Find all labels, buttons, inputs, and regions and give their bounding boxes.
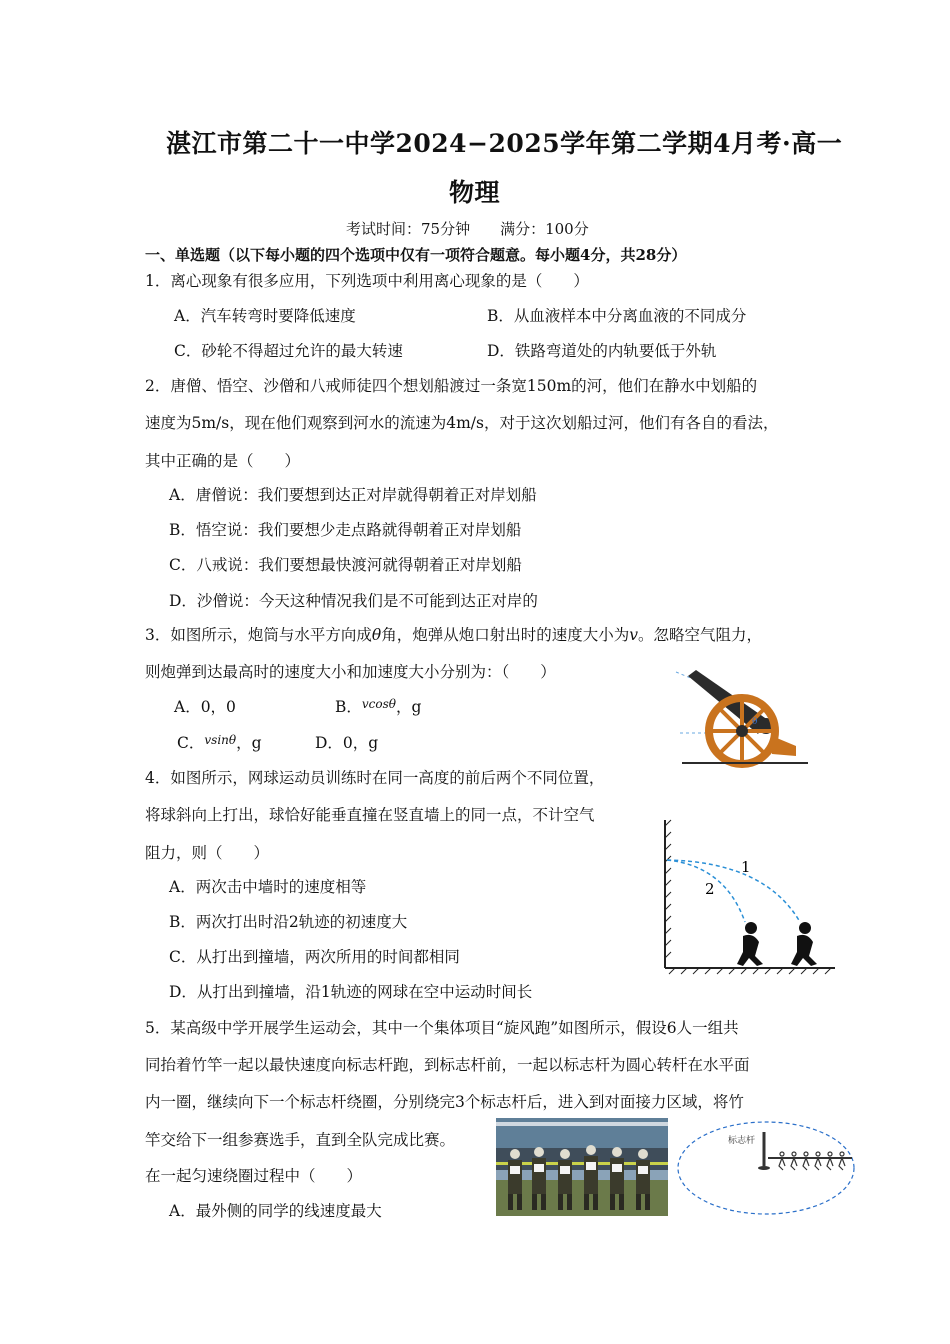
q5-stem-line2: 同抬着竹竿一起以最快速度向标志杆跑，到标志杆前，一起以标志杆为圆心转杆在水平面: [145, 1056, 750, 1074]
section-heading: 一、单选题（以下每小题的四个选项中仅有一项符合题意。每小题4分，共28分）: [145, 246, 687, 264]
q2-option-c: C．八戒说：我们要想最快渡河就得朝着正对岸划船: [169, 556, 522, 574]
player-far: [791, 922, 817, 966]
q2-option-a: A．唐僧说：我们要想到达正对岸就得朝着正对岸划船: [169, 486, 537, 504]
q4-option-c: C．从打出到撞墙，两次所用的时间都相同: [169, 948, 460, 966]
pole-label: 标志杆: [728, 1136, 756, 1146]
q5-option-a: A．最外侧的同学的线速度最大: [169, 1202, 382, 1220]
q2-option-b: B．悟空说：我们要想少走点路就得朝着正对岸划船: [169, 521, 522, 539]
q3-option-b-tail: ，g: [396, 698, 422, 716]
q1-option-c: C．砂轮不得超过允许的最大转速: [174, 342, 403, 360]
q1-option-a: A．汽车转弯时要降低速度: [174, 307, 356, 325]
cannon-angle-mark: θ: [752, 717, 758, 727]
trajectory-1: [667, 860, 800, 922]
q3-option-c-tail: ，g: [236, 734, 262, 752]
q2-stem-line3: 其中正确的是（ ）: [145, 452, 301, 470]
q3-text-post: 角，炮弹从炮口射出时的速度大小为: [381, 626, 630, 644]
q5-stem-line1: 5．某高级中学开展学生运动会，其中一个集体项目“旋风跑”如图所示，假设6人一组共: [145, 1019, 739, 1037]
q2-stem-line2: 速度为5m/s，现在他们观察到河水的流速为4m/s，对于这次划船过河，他们有各自的看法，: [145, 414, 779, 432]
q4-stem-line2: 将球斜向上打出，球恰好能垂直撞在竖直墙上的同一点，不计空气: [145, 806, 595, 824]
q3-stem-line2: 则炮弹到达最高时的速度大小和加速度大小分别为：（ ）: [145, 663, 556, 681]
trajectory-label-1: 1: [741, 858, 751, 876]
q2-stem-line1: 2．唐僧、悟空、沙僧和八戒师徒四个想划船渡过一条宽150m的河，他们在静水中划船的: [145, 377, 758, 395]
q3-option-c: [177, 731, 262, 753]
q1-option-d: D．铁路弯道处的内轨要低于外轨: [487, 342, 717, 360]
runners: [779, 1152, 845, 1170]
page-subtitle: 物理: [449, 178, 501, 207]
player-near: [737, 922, 763, 966]
q3-option-b-expr: vcosθ: [361, 697, 396, 711]
q5-stem-line3: 内一圈，继续向下一个标志杆绕圈，分别绕完3个标志杆后，进入到对面接力区域，将竹: [145, 1093, 744, 1111]
q3-option-d: D．0，g: [315, 734, 379, 752]
q4-stem-line3: 阻力，则（ ）: [145, 844, 270, 862]
trajectory-label-2: 2: [705, 880, 715, 898]
cannon-figure: [672, 668, 812, 768]
q3-text-end: 。忽略空气阻力，: [638, 626, 763, 644]
q5-stem-line4: 竿交给下一组参赛选手，直到全队完成比赛。: [145, 1131, 456, 1149]
q3-text-pre: 3．如图所示，炮筒与水平方向成: [145, 626, 372, 644]
page-title: 湛江市第二十一中学2024−2025学年第二学期4月考·高一: [166, 129, 843, 158]
tennis-wall-figure: [655, 816, 840, 976]
q3-option-a: A．0，0: [174, 698, 236, 716]
q4-stem-line1: 4．如图所示，网球运动员训练时在同一高度的前后两个不同位置，: [145, 769, 605, 787]
rotation-diagram: [676, 1118, 866, 1218]
q3-v: v: [629, 626, 638, 644]
q3-option-c-label: C．: [177, 734, 205, 752]
q3-option-b-label: B．: [335, 698, 362, 716]
q5-stem-line5: 在一起匀速绕圈过程中（ ）: [145, 1167, 363, 1185]
relay-photo: [496, 1118, 668, 1216]
q3-theta: θ: [371, 626, 382, 644]
q1-option-b: B．从血液样本中分离血液的不同成分: [487, 307, 747, 325]
q4-option-d: D．从打出到撞墙，沿1轨迹的网球在空中运动时间长: [169, 983, 533, 1001]
q3-option-c-expr: vsinθ: [204, 733, 237, 747]
exam-info: 考试时间：75分钟 满分：100分: [346, 220, 589, 238]
q1-stem: 1．离心现象有很多应用，下列选项中利用离心现象的是（ ）: [145, 272, 589, 290]
q4-option-b: B．两次打出时沿2轨迹的初速度大: [169, 913, 408, 931]
q4-option-a: A．两次击中墙时的速度相等: [169, 878, 367, 896]
q3-option-b: [335, 695, 421, 717]
q3-stem-line1: [145, 623, 762, 645]
q2-option-d: D．沙僧说：今天这种情况我们是不可能到达正对岸的: [169, 592, 538, 610]
